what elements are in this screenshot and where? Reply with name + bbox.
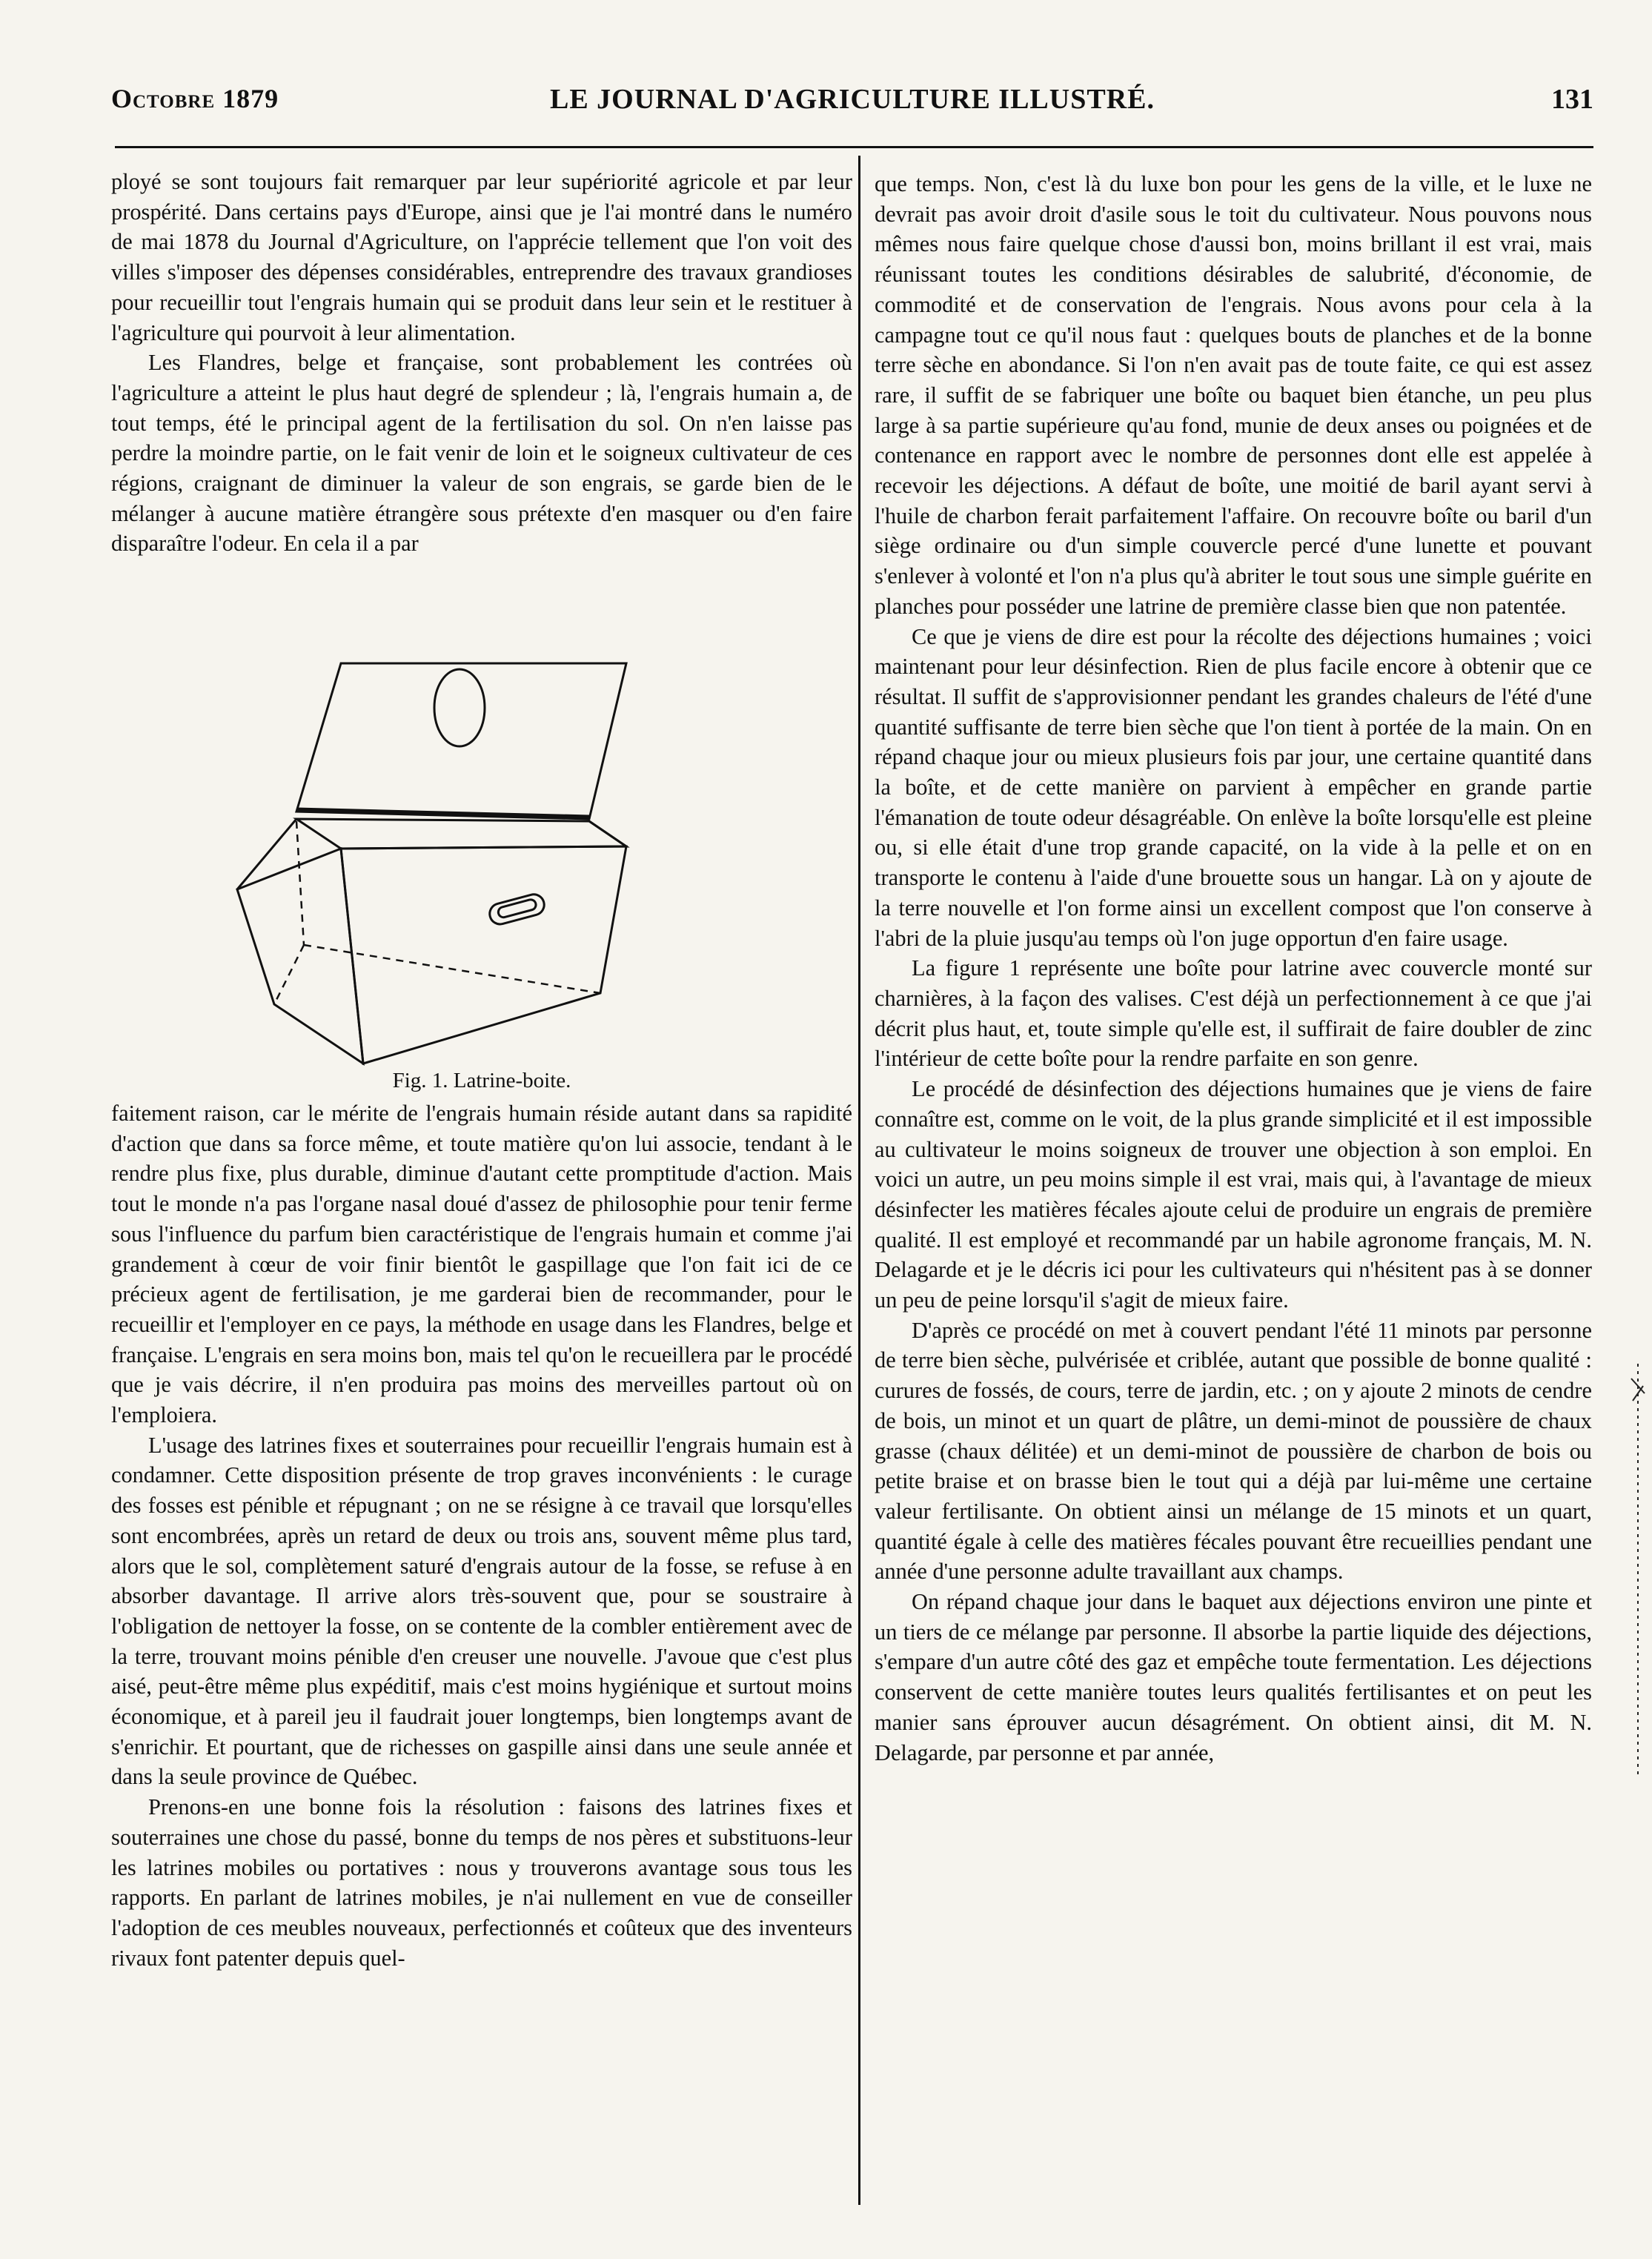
left-paragraph-5: Prenons-en une bonne fois la résolution : faisons des latrines fixes et souterraines une chose du passé, bonne du temps de nos pères et substituons-leur les latrines mobiles ou portatives : nous y trouverons avantage sous tous les rapports. En parlant de latrines mobiles, je n'ai nullement en vue de conseiller l'adoption de ces meubles nouveaux, perfectionnés et coûteux que des inventeurs rivaux font patenter depuis quel-	[111, 1794, 852, 1971]
figure-caption: Fig. 1. Latrine-boite.	[392, 1069, 571, 1092]
right-paragraph-4: Le procédé de désinfection des déjections humaines que je viens de faire connaître est, comme on le voit, de la plus grande simplicité et il est impossible au cultivateur le moins soigneux de trouver une objection à son emploi. En voici un autre, un peu moins simple il est vrai, mais qui, à l'avantage de mieux désinfecter les matières fécales ajoute celui de produire un engrais de première qualité. Il est employé et recommandé par un habile agronome français, M. N. Delagarde et je le décris ici pour les cultivateurs qui n'hésitent pas à se donner un peu de peine lorsqu'il s'agit de mieux faire.	[875, 1076, 1592, 1313]
left-paragraph-4: L'usage des latrines fixes et souterraines pour recueillir l'engrais humain est à condamner. Cette disposition présente de trop graves inconvénients : le curage des fosses est pénible et répugnant ; on ne se résigne à ce travail que lorsqu'elles sont encombrées, après un retard de deux ou trois ans, souvent même plus tard, alors que le sol, complètement saturé d'engrais autour de la fosse, se refuse à en absorber davantage. Il arrive alors très-souvent que, pour se soustraire à l'obligation de nettoyer la fosse, on se contente de la combler entièrement avec de la terre, trouvant moins pénible d'en creuser une nouvelle. J'avoue que c'est plus aisé, peut-être même plus expéditif, mais c'est moins hygiénique et surtout moins économique, et à pareil jeu il faudrait jouer longtemps, bien longtemps avant de s'enrichir. Et pourtant, que de richesses on gaspille ainsi dans une seule année et dans la seule province de Québec.	[111, 1432, 852, 1790]
right-paragraph-6: On répand chaque jour dans le baquet aux déjections environ une pinte et un tiers de ce mélange par personne. Il absorbe la partie liquide des déjections, s'empare d'un autre côté des gaz et empêche toute fermentation. Les déjections conservent de cette manière toutes leurs qualités fertilisantes et on peut les manier sans éprouver aucun désagrément. On obtient ainsi, dit M. N. Delagarde, par personne et par année,	[875, 1589, 1592, 1765]
column-divider	[858, 156, 860, 2205]
right-paragraph-1: que temps. Non, c'est là du luxe bon pour les gens de la ville, et le luxe ne devrait pas avoir droit d'asile sous le toit du cultivateur. Nous pouvons nous mêmes nous faire quelque chose d'aussi bon, moins brillant il est vrai, mais réunissant toutes les conditions désirables de salubrité, d'économie, de commodité et de conservation de l'engrais. Nous avons pour cela à la campagne tout ce qu'il nous faut : quelques bouts de planches et de la bonne terre sèche en abondance. Si l'on n'en avait pas de toute faite, ce qui est assez rare, il suffit de se fabriquer une boîte ou baquet bien étanche, un peu plus large à sa partie supérieure qu'au fond, munie de deux anses ou poignées et de contenance en rapport avec le nombre de personnes dont elle est appelée à recevoir les déjections. A défaut de boîte, une moitié de baril ayant servi à l'huile de charbon ferait parfaitement l'affaire. On recouvre boîte ou baril d'un siège ordinaire ou d'un simple couvercle percé d'une lunette et pouvant s'enlever à volonté et l'on n'a plus qu'à abriter le tout sous une simple guérite en planches pour posséder une latrine de première classe bien que non patentée.	[875, 171, 1592, 619]
left-paragraph-2: Les Flandres, belge et française, sont probablement les contrées où l'agriculture a atteint le plus haut degré de splendeur ; là, l'engrais humain a, de tout temps, été le principal agent de la fertilisation du sol. On n'en laisse pas perdre la moindre partie, on le fait venir de loin et le soigneux cultivateur de ces régions, craignant de diminuer la valeur de son engrais, se garde bien de le mélanger à aucune matière étrangère sous prétexte d'en masquer ou d'en faire disparaître l'odeur. En cela il a par	[111, 350, 852, 557]
latrine-box-illustration	[215, 652, 778, 1067]
right-paragraph-2: Ce que je viens de dire est pour la récolte des déjections humaines ; voici maintenant pour leur désinfection. Rien de plus facile encore à obtenir que ce résultat. Il suffit de s'approvisionner pendant les grandes chaleurs de l'été d'une quantité suffisante de terre bien sèche que l'on tient à portée de la main. On en répand chaque jour ou mieux plusieurs fois par jour, une certaine quantité dans la boîte, et de cette manière on parvient à empêcher en grande partie l'émanation de toute odeur désagréable. On enlève la boîte lorsqu'elle est pleine ou, si elle était d'une trop grande capacité, on la vide à la pelle et on en transporte le contenu à l'aide d'une brouette sous un hangar. Là on y ajoute de la terre nouvelle et l'on forme ainsi un excellent compost que l'on conserve à l'abri de la pluie jusqu'au temps où l'on juge opportun d'en faire usage.	[875, 623, 1592, 951]
header-title: LE JOURNAL D'AGRICULTURE ILLUSTRÉ.	[549, 84, 1155, 115]
header-date: Octobre 1879	[111, 84, 279, 113]
right-paragraph-3: La figure 1 représente une boîte pour latrine avec couvercle monté sur charnières, à la façon des valises. C'est déjà un perfectionnement à ce que j'ai décrit plus haut, et, toute simple qu'elle est, il suffirait de faire doubler de zinc l'intérieur de cette boîte pour la rendre parfaite en son genre.	[875, 955, 1592, 1072]
page-number: 131	[1551, 84, 1593, 115]
left-column-bottom	[111, 1098, 852, 1973]
box-lid	[296, 663, 626, 819]
binding-edge-mark	[1630, 1364, 1646, 1779]
left-paragraph-3: faitement raison, car le mérite de l'engrais humain réside autant dans sa rapidité d'action que dans sa force même, et toute matière qu'on lui associe, tendant à le rendre plus fixe, plus durable, diminue d'autant cette promptitude d'action. Mais tout le monde n'a pas l'organe nasal doué d'assez de philosophie pour tenir ferme sous l'influence du parfum bien caractéristique de l'engrais humain et comme j'ai grandement à cœur de voir finir bientôt le gaspillage que l'on fait ici de ce précieux agent de fertilisation, je me garderai bien de recommander, pour le recueillir et l'employer en ce pays, la méthode en usage dans les Flandres, belge et française. L'engrais en sera moins bon, mais tel qu'on le recueillera par le procédé que je vais décrire, il n'en produira pas moins des merveilles partout où on l'emploiera.	[111, 1101, 852, 1428]
right-column	[875, 169, 1592, 1768]
lid-hole	[434, 669, 485, 746]
header-rule	[115, 146, 1593, 148]
right-paragraph-5: D'après ce procédé on met à couvert pendant l'été 11 minots par personne de terre bien sèche, pulvérisée et criblée, autant que possible de bonne qualité : curures de fossés, de cours, terre de jardin, etc. ; on y ajoute 2 minots de cendre de bois, un minot et un quart de plâtre, un demi-minot de poussière de chaux grasse (chaux délitée) et un demi-minot de poussière de charbon de bois ou petite braise et on brasse bien le tout qui a déjà par lui-même une certaine valeur fertilisante. On obtient ainsi un mélange de 15 minots et un quart, quantité égale à celle des matières fécales pouvant être recueillies pendant une année d'une personne adulte travaillant aux champs.	[875, 1317, 1592, 1585]
box-front-face	[341, 846, 626, 1064]
page-header	[111, 83, 1593, 127]
left-column-top	[111, 167, 852, 559]
left-paragraph-1: ployé se sont toujours fait remarquer par leur supériorité agricole et par leur prospérité. Dans certains pays d'Europe, ainsi que je l'ai montré dans le numéro de mai 1878 du Journal d'Agriculture, on l'apprécie tellement que l'on voit des villes s'imposer des dépenses considérables, entreprendre des travaux grandioses pour recueillir tout l'engrais humain qui se produit dans leur sein et le restituer à l'agriculture qui pourvoit à leur alimentation.	[111, 169, 852, 345]
box-handle	[488, 892, 547, 926]
